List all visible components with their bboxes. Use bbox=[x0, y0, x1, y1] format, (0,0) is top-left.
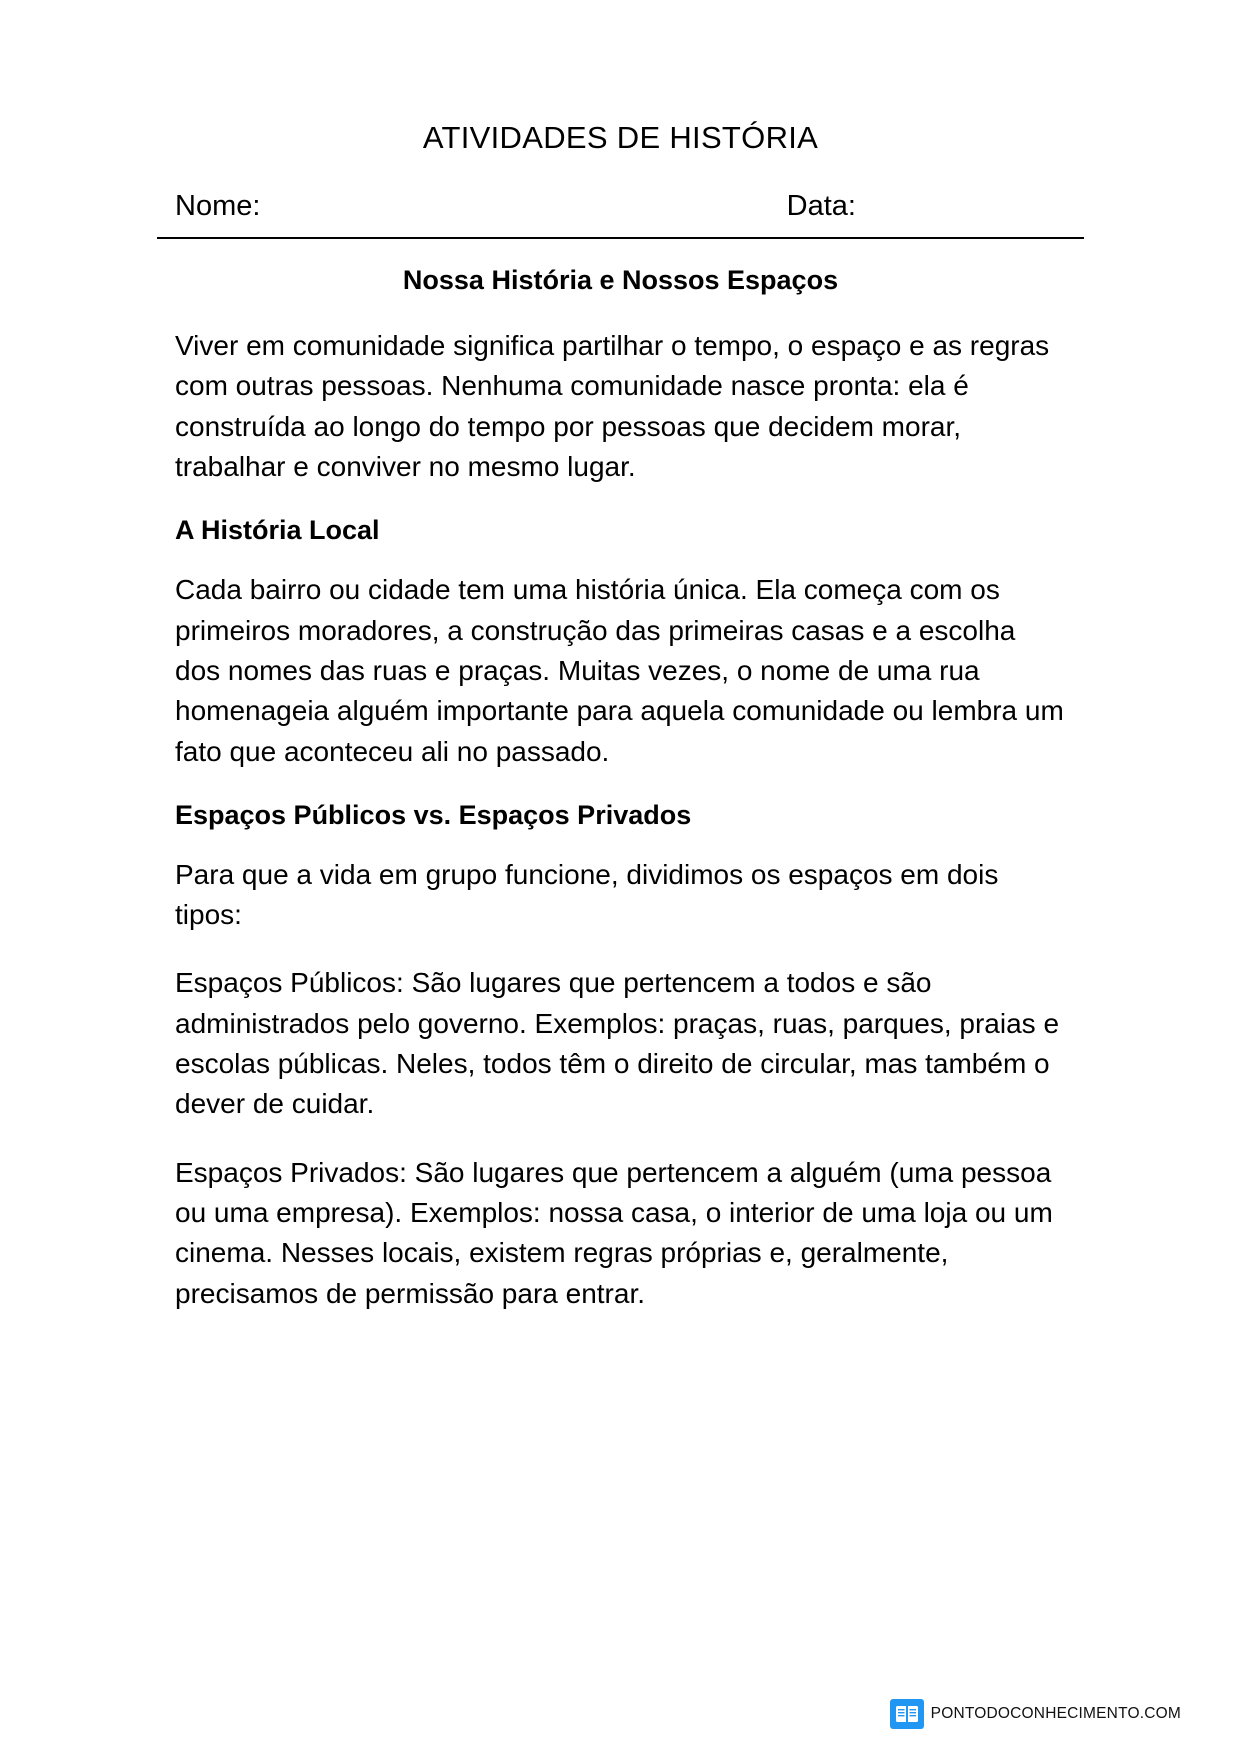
section-paragraph-historia-local-1: Cada bairro ou cidade tem uma história única. Ela começa com os primeiros moradores, a construção das primeiras casas e a escolha dos nomes das ruas e praças. Muitas vezes, o nome de uma rua homenageia alguém importante para aquela comunidade ou lembra um fato que aconteceu ali no passado. bbox=[175, 574, 1064, 767]
book-icon bbox=[890, 1699, 924, 1729]
section-heading-espacos: Espaços Públicos vs. Espaços Privados bbox=[175, 799, 692, 830]
intro-paragraph: Viver em comunidade significa partilhar o tempo, o espaço e as regras com outras pessoas. Nenhuma comunidade nasce pronta: ela é construída ao longo do tempo por pessoas que decidem morar, trabalhar e conviver no mesmo lugar. bbox=[175, 330, 1050, 482]
section-paragraph-espacos-publicos: Espaços Públicos: São lugares que pertencem a todos e são administrados pelo governo. Exemplos: praças, ruas, parques, praias e escolas públicas. Neles, todos têm o direito de circular, mas também o dever de cuidar. bbox=[175, 967, 1060, 1120]
section-title: Nossa História e Nossos Espaços bbox=[402, 265, 839, 295]
section-paragraph-espacos-1: Para que a vida em grupo funcione, dividimos os espaços em dois tipos: bbox=[175, 858, 999, 931]
watermark-text: PONTODOCONHECIMENTO.COM bbox=[930, 1705, 1181, 1722]
section-heading-historia-local: A História Local bbox=[175, 515, 380, 546]
name-date-row bbox=[157, 190, 1084, 239]
date-label: Data: bbox=[786, 190, 856, 222]
name-label: Nome: bbox=[175, 190, 261, 222]
section-paragraph-espacos-privados: Espaços Privados: São lugares que pertencem a alguém (uma pessoa ou uma empresa). Exemplos: nossa casa, o interior de uma loja ou um cinema. Nesses locais, existem regras próprias e, geralmente, precisamos de permissão para entrar. bbox=[175, 1156, 1053, 1309]
page-title: ATIVIDADES DE HISTÓRIA bbox=[422, 120, 819, 155]
watermark bbox=[890, 1699, 1181, 1729]
